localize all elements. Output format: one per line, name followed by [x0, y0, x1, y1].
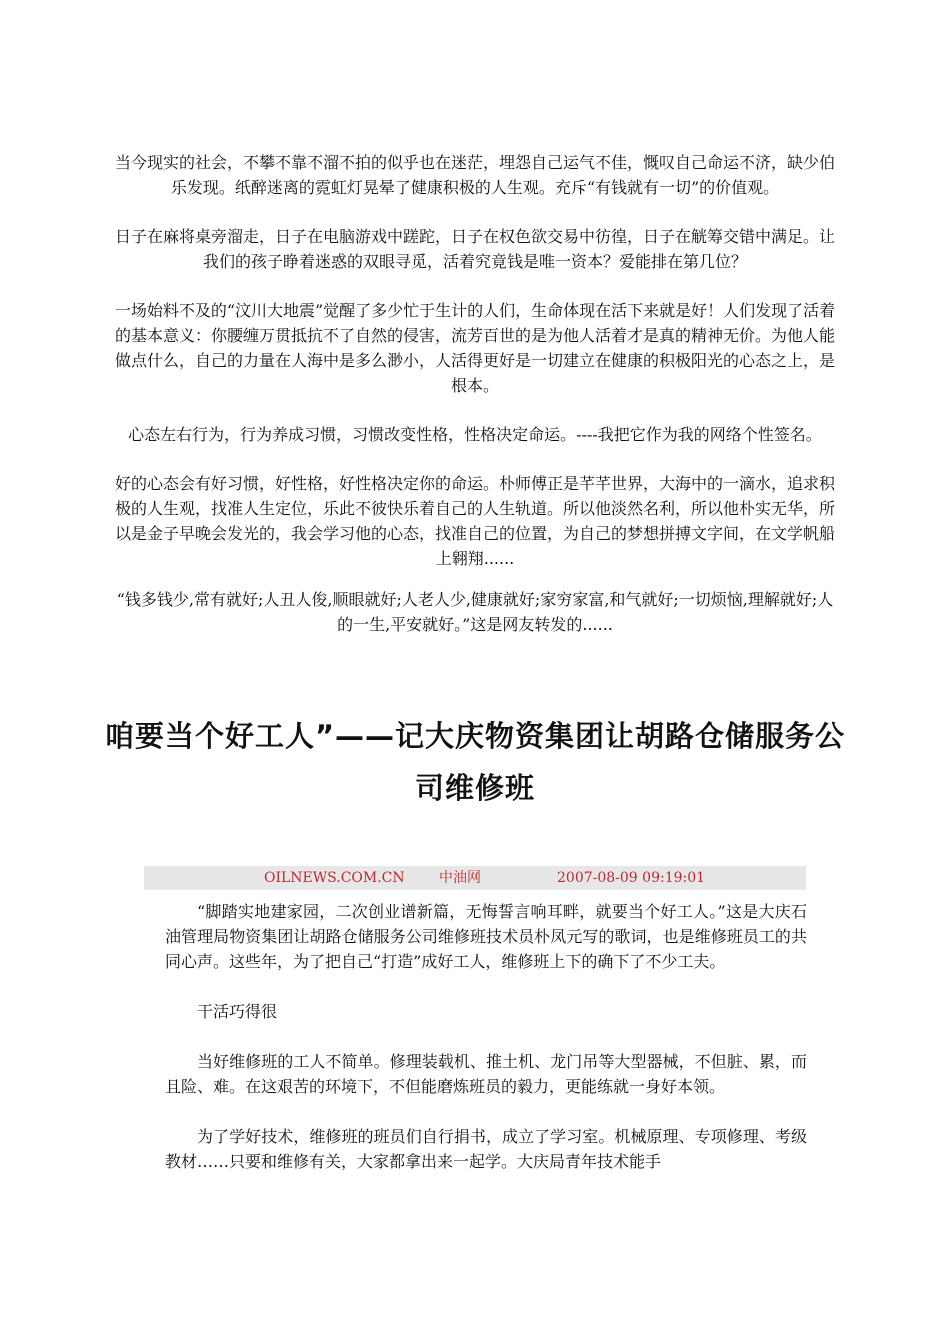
source-name: 中油网 [439, 870, 481, 886]
intro-paragraph-4: 心态左右行为，行为养成习惯，习惯改变性格，性格决定命运。----我把它作为我的网络个性签名。 [128, 425, 822, 444]
intro-section [113, 150, 837, 661]
intro-paragraph-5: 好的心态会有好习惯，好性格，好性格决定你的命运。朴师傅正是芊芊世界，大海中的一滴水，追求积极的人生观，找准人生定位，乐此不彼快乐着自己的人生轨道。所以他淡然名利，所以他朴实无华，所以是金子早晚会发光的，我会学习他的心态，找准自己的位置，为自己的梦想拼搏文字间，在文学帆船上翱翔...... [114, 474, 835, 568]
intro-paragraph-3: 一场始料不及的“汶川大地震”觉醒了多少忙于生计的人们，生命体现在活下来就是好！人们发现了活着的基本意义：你腰缠万贯抵抗不了自然的侵害，流芳百世的是为他人活着才是真的精神无价。为他人能做点什么，自己的力量在人海中是多么渺小，人活得更好是一切建立在健康的积极阳光的心态之上，是根本。 [114, 301, 836, 395]
source-site: OILNEWS.COM.CN [264, 870, 405, 886]
article-subheading: 干活巧得很 [197, 1002, 278, 1021]
intro-paragraph-1: 当今现实的社会，不攀不靠不溜不拍的似乎也在迷茫，埋怨自己运气不佳，慨叹自己命运不济，缺少伯乐发现。纸醉迷离的霓虹灯晃晕了健康积极的人生观。充斥“有钱就有一切”的价值观。 [114, 153, 835, 197]
article-body [165, 899, 807, 1199]
source-bar [144, 866, 806, 890]
source-datetime: 2007-08-09 09:19:01 [557, 870, 706, 886]
article-paragraph-3: 为了学好技术，维修班的班员们自行捐书，成立了学习室。机械原理、专项修理、考级教材……只要和维修有关，大家都拿出来一起学。大庆局青年技术能手 [165, 1127, 807, 1171]
article-paragraph-2: 当好维修班的工人不简单。修理装载机、推土机、龙门吊等大型器械，不但脏、累，而且险、难。在这艰苦的环境下，不但能磨炼班员的毅力，更能练就一身好本领。 [165, 1052, 807, 1096]
article-headline: 咱要当个好工人”——记大庆物资集团让胡路仓储服务公司维修班 [104, 719, 846, 805]
article-paragraph-1: “脚踏实地建家园，二次创业谱新篇，无悔誓言响耳畔，就要当个好工人。”这是大庆石油管理局物资集团让胡路仓储服务公司维修班技术员朴凤元写的歌词，也是维修班员工的共同心声。这些年，为了把自己“打造”成好工人，维修班上下的确下了不少工夫。 [165, 902, 807, 971]
intro-paragraph-6: “钱多钱少,常有就好;人丑人俊,顺眼就好;人老人少,健康就好;家穷家富,和气就好;一切烦恼,理解就好;人的一生,平安就好。”这是网友转发的...... [116, 590, 834, 634]
intro-paragraph-2: 日子在麻将桌旁溜走，日子在电脑游戏中蹉跎，日子在权色欲交易中彷徨，日子在觥筹交错中满足。让我们的孩子睁着迷惑的双眼寻觅，活着究竟钱是唯一资本？爱能排在第几位？ [114, 227, 835, 271]
